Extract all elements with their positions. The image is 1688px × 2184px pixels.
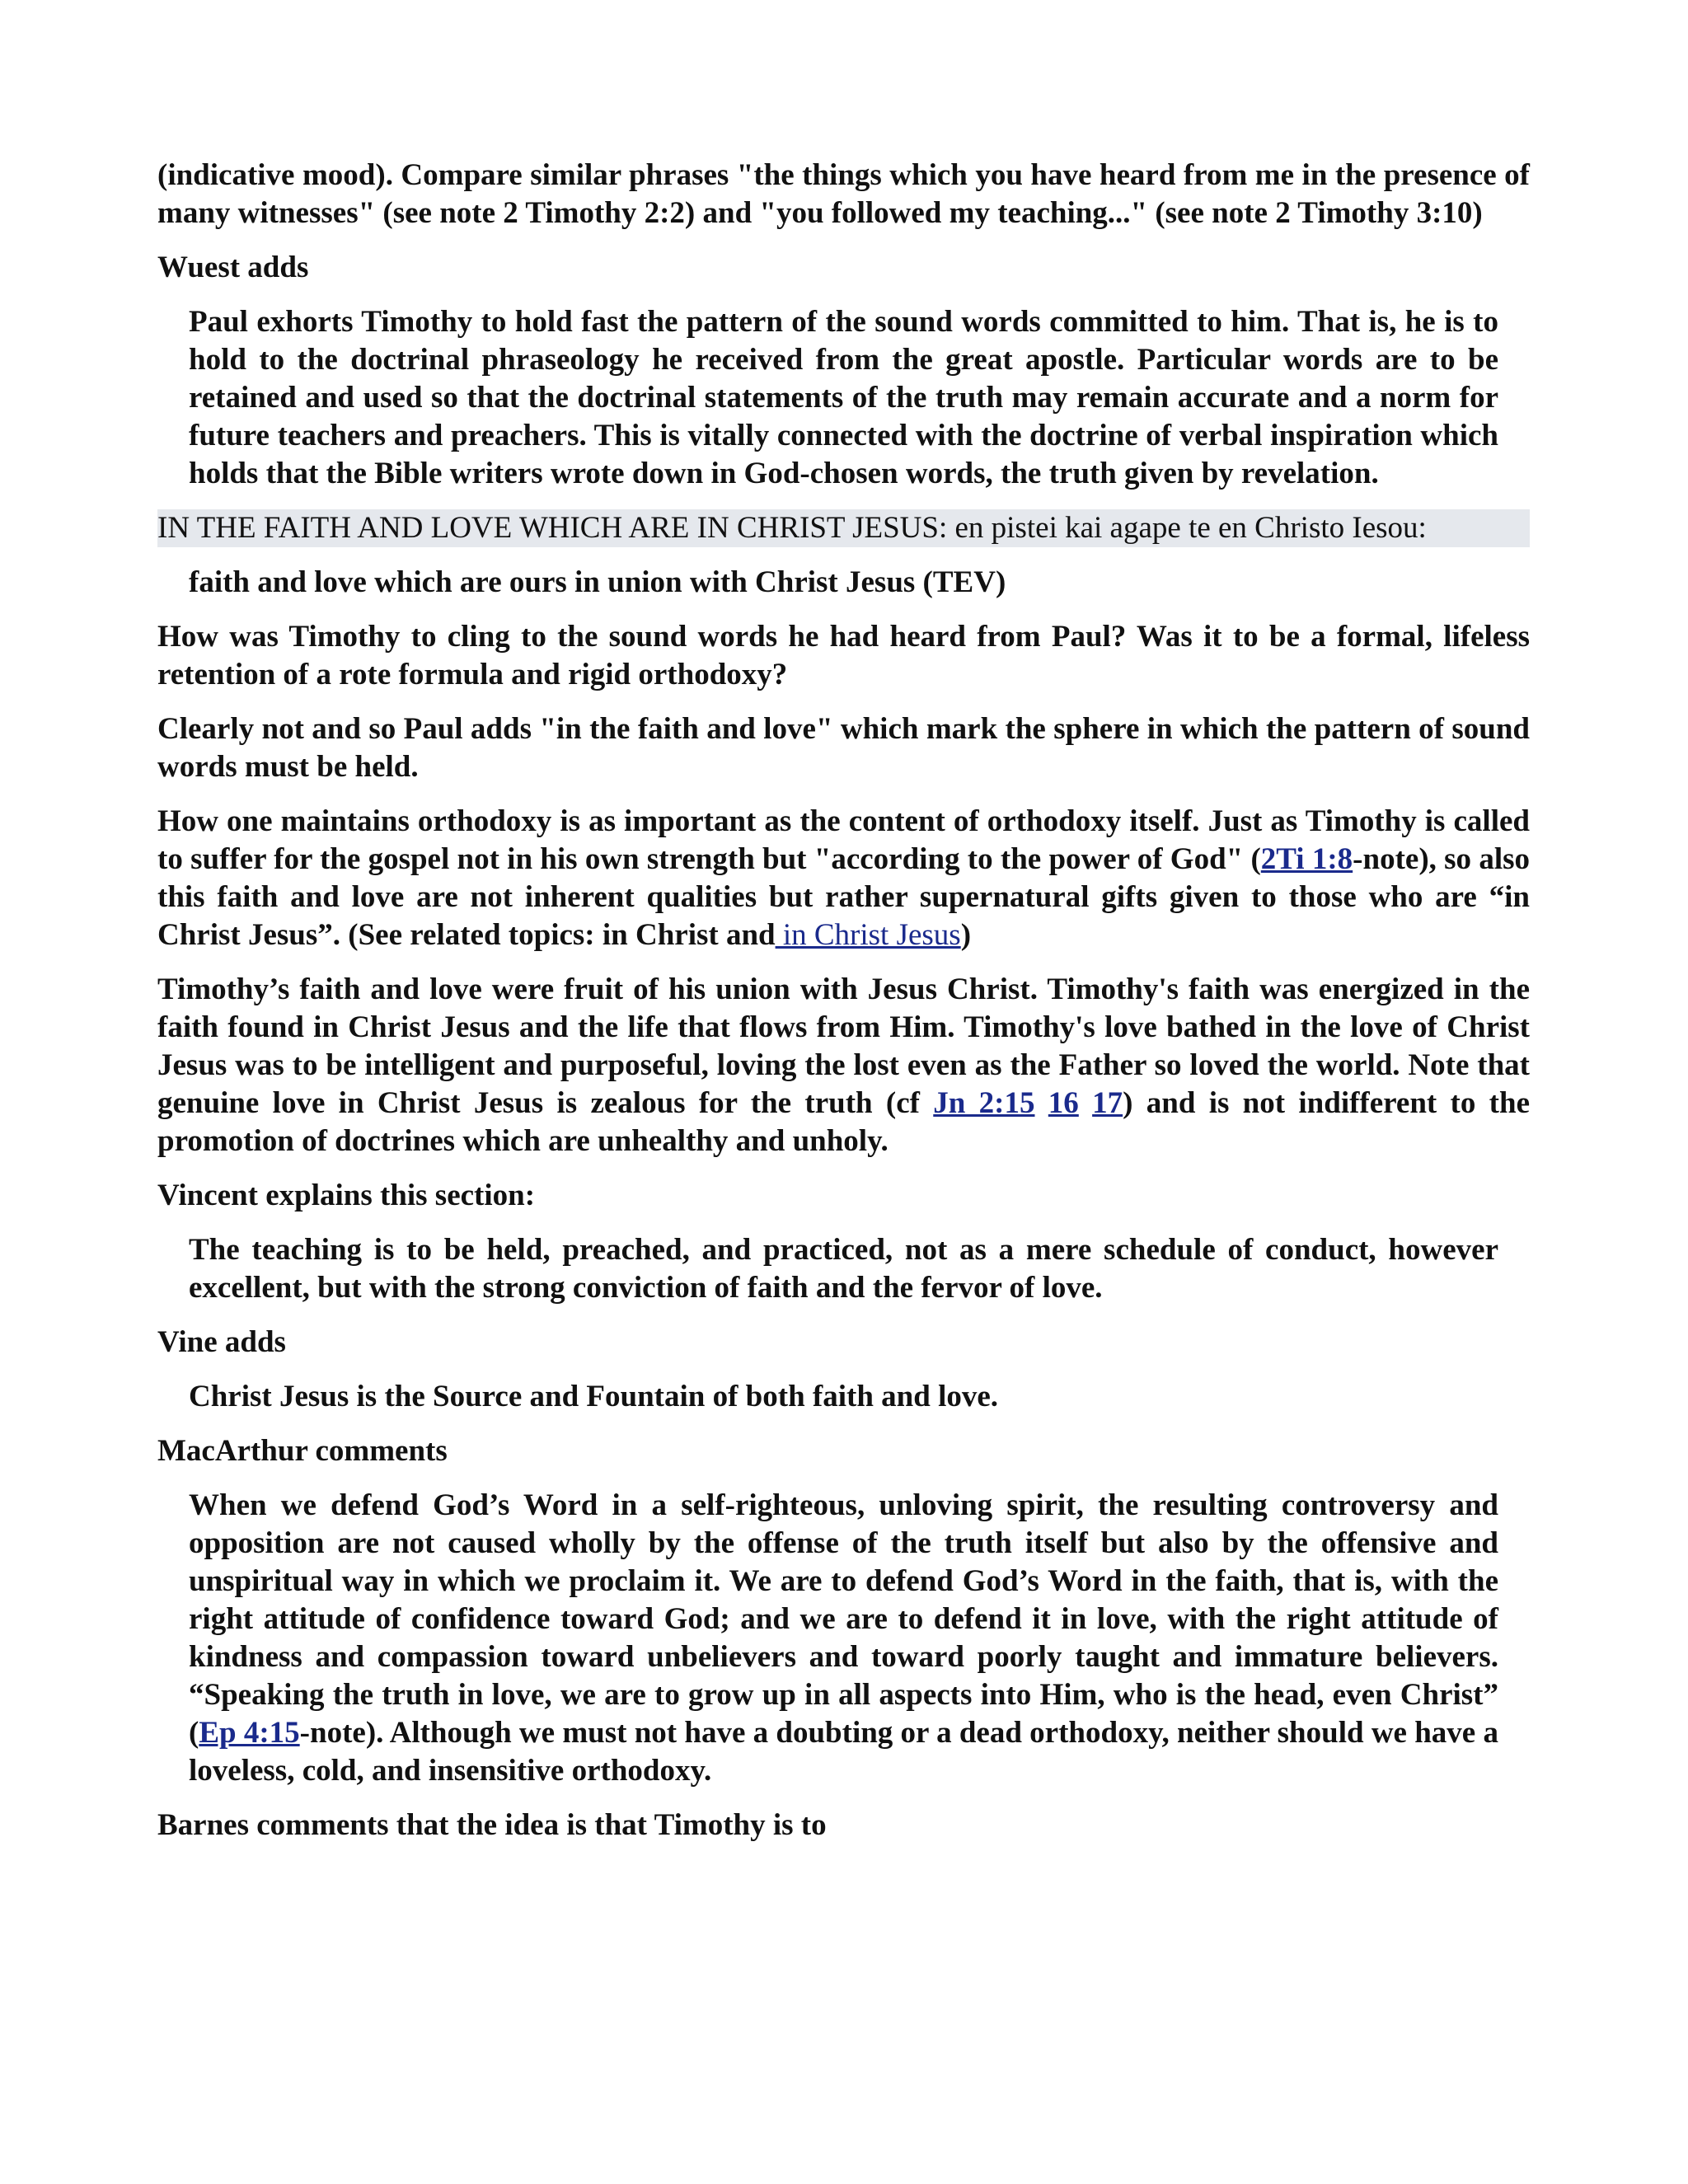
quote-macarthur-text-b: -note). Although we must not have a doubting or a dead orthodoxy, neither should we have a loveless, cold, and insensitive orthodoxy. <box>189 1716 1498 1788</box>
link-in-christ-jesus[interactable]: in Christ Jesus <box>775 918 961 952</box>
link-ep-4-15[interactable]: Ep 4:15 <box>199 1716 300 1750</box>
quote-wuest: Paul exhorts Timothy to hold fast the pattern of the sound words committed to him. That is, he is to hold to the doctrinal phraseology he received from the great apostle. Particular words are to be retained and used so that the doctrinal statements of the truth may remain accurate and a norm for future teachers and preachers. This is vitally connected with the doctrine of verbal inspiration which holds that the Bible writers wrote down in God-chosen words, the truth given by revelation. <box>189 305 1498 490</box>
paragraph-orthodoxy-text-b: -note), so also this faith and love are not inherent qualities but rather supernatural gifts given to those who are “in Christ Jesus”. (See related topics: in Christ and <box>157 842 1530 952</box>
link-jn-2-16[interactable]: 16 <box>1048 1086 1079 1120</box>
paragraph-orthodoxy <box>157 803 1530 954</box>
paragraph-vine-adds: Vine adds <box>157 1325 286 1359</box>
link-jn-2-15[interactable]: Jn 2:15 <box>933 1086 1035 1120</box>
paragraph-orthodoxy-text-a: How one maintains orthodoxy is as important as the content of orthodoxy itself. Just as Timothy is called to suffer for the gospel not in his own strength but "according to the power of God" ( <box>157 804 1530 876</box>
paragraph-vincent-explains: Vincent explains this section: <box>157 1179 536 1212</box>
paragraph-fruit-text-b: ) and is not indifferent to the promotion of doctrines which are unhealthy and unholy. <box>157 1086 1530 1158</box>
quote-tev: faith and love which are ours in union with Christ Jesus (TEV) <box>189 565 1006 599</box>
section-heading <box>157 509 1530 547</box>
quote-vincent: The teaching is to be held, preached, and practiced, not as a mere schedule of conduct, however excellent, but with the strong conviction of faith and the fervor of love. <box>189 1233 1498 1305</box>
paragraph-indicative-mood: (indicative mood). Compare similar phrases "the things which you have heard from me in the presence of many witnesses" (see note 2 Timothy 2:2) and "you followed my teaching..." (see note 2 Timothy 3:10) <box>157 158 1530 230</box>
link-2ti-1-8[interactable]: 2Ti 1:8 <box>1260 842 1353 876</box>
quote-macarthur-text-a: When we defend God’s Word in a self-righteous, unloving spirit, the resulting controversy and opposition are not caused wholly by the offense of the truth itself but also by the offensive and unspiritual way in which we proclaim it. We are to defend God’s Word in the faith, that is, with the right attitude of confidence toward God; and we are to defend it in love, with the right attitude of kindness and compassion toward unbelievers and toward poorly taught and immature believers. “Speaking the truth in love, we are to grow up in all aspects into Him, who is the head, even Christ” ( <box>189 1488 1498 1750</box>
link-jn-2-17[interactable]: 17 <box>1092 1086 1123 1120</box>
section-heading-text: IN THE FAITH AND LOVE WHICH ARE IN CHRIST JESUS: en pistei kai agape te en Christo Iesou: <box>157 511 1427 545</box>
paragraph-wuest-adds: Wuest adds <box>157 251 309 284</box>
paragraph-clearly-not: Clearly not and so Paul adds "in the faith and love" which mark the sphere in which the pattern of sound words must be held. <box>157 712 1530 784</box>
document-page <box>157 157 1530 1861</box>
quote-vine: Christ Jesus is the Source and Fountain of both faith and love. <box>189 1380 999 1413</box>
paragraph-macarthur-comments: MacArthur comments <box>157 1434 448 1468</box>
quote-macarthur <box>189 1487 1498 1790</box>
paragraph-faith-and-love-fruit <box>157 971 1530 1160</box>
paragraph-barnes-comments: Barnes comments that the idea is that Timothy is to <box>157 1808 827 1842</box>
paragraph-fruit-text-a: Timothy’s faith and love were fruit of his union with Jesus Christ. Timothy's faith was energized in the faith found in Christ Jesus and the life that flows from Him. Timothy's love bathed in the love of Christ Jesus was to be intelligent and purposeful, loving the lost even as the Father so loved the world. Note that genuine love in Christ Jesus is zealous for the truth (cf <box>157 972 1530 1120</box>
paragraph-orthodoxy-text-c: ) <box>960 918 972 952</box>
paragraph-cling-question: How was Timothy to cling to the sound words he had heard from Paul? Was it to be a formal, lifeless retention of a rote formula and rigid orthodoxy? <box>157 620 1530 691</box>
